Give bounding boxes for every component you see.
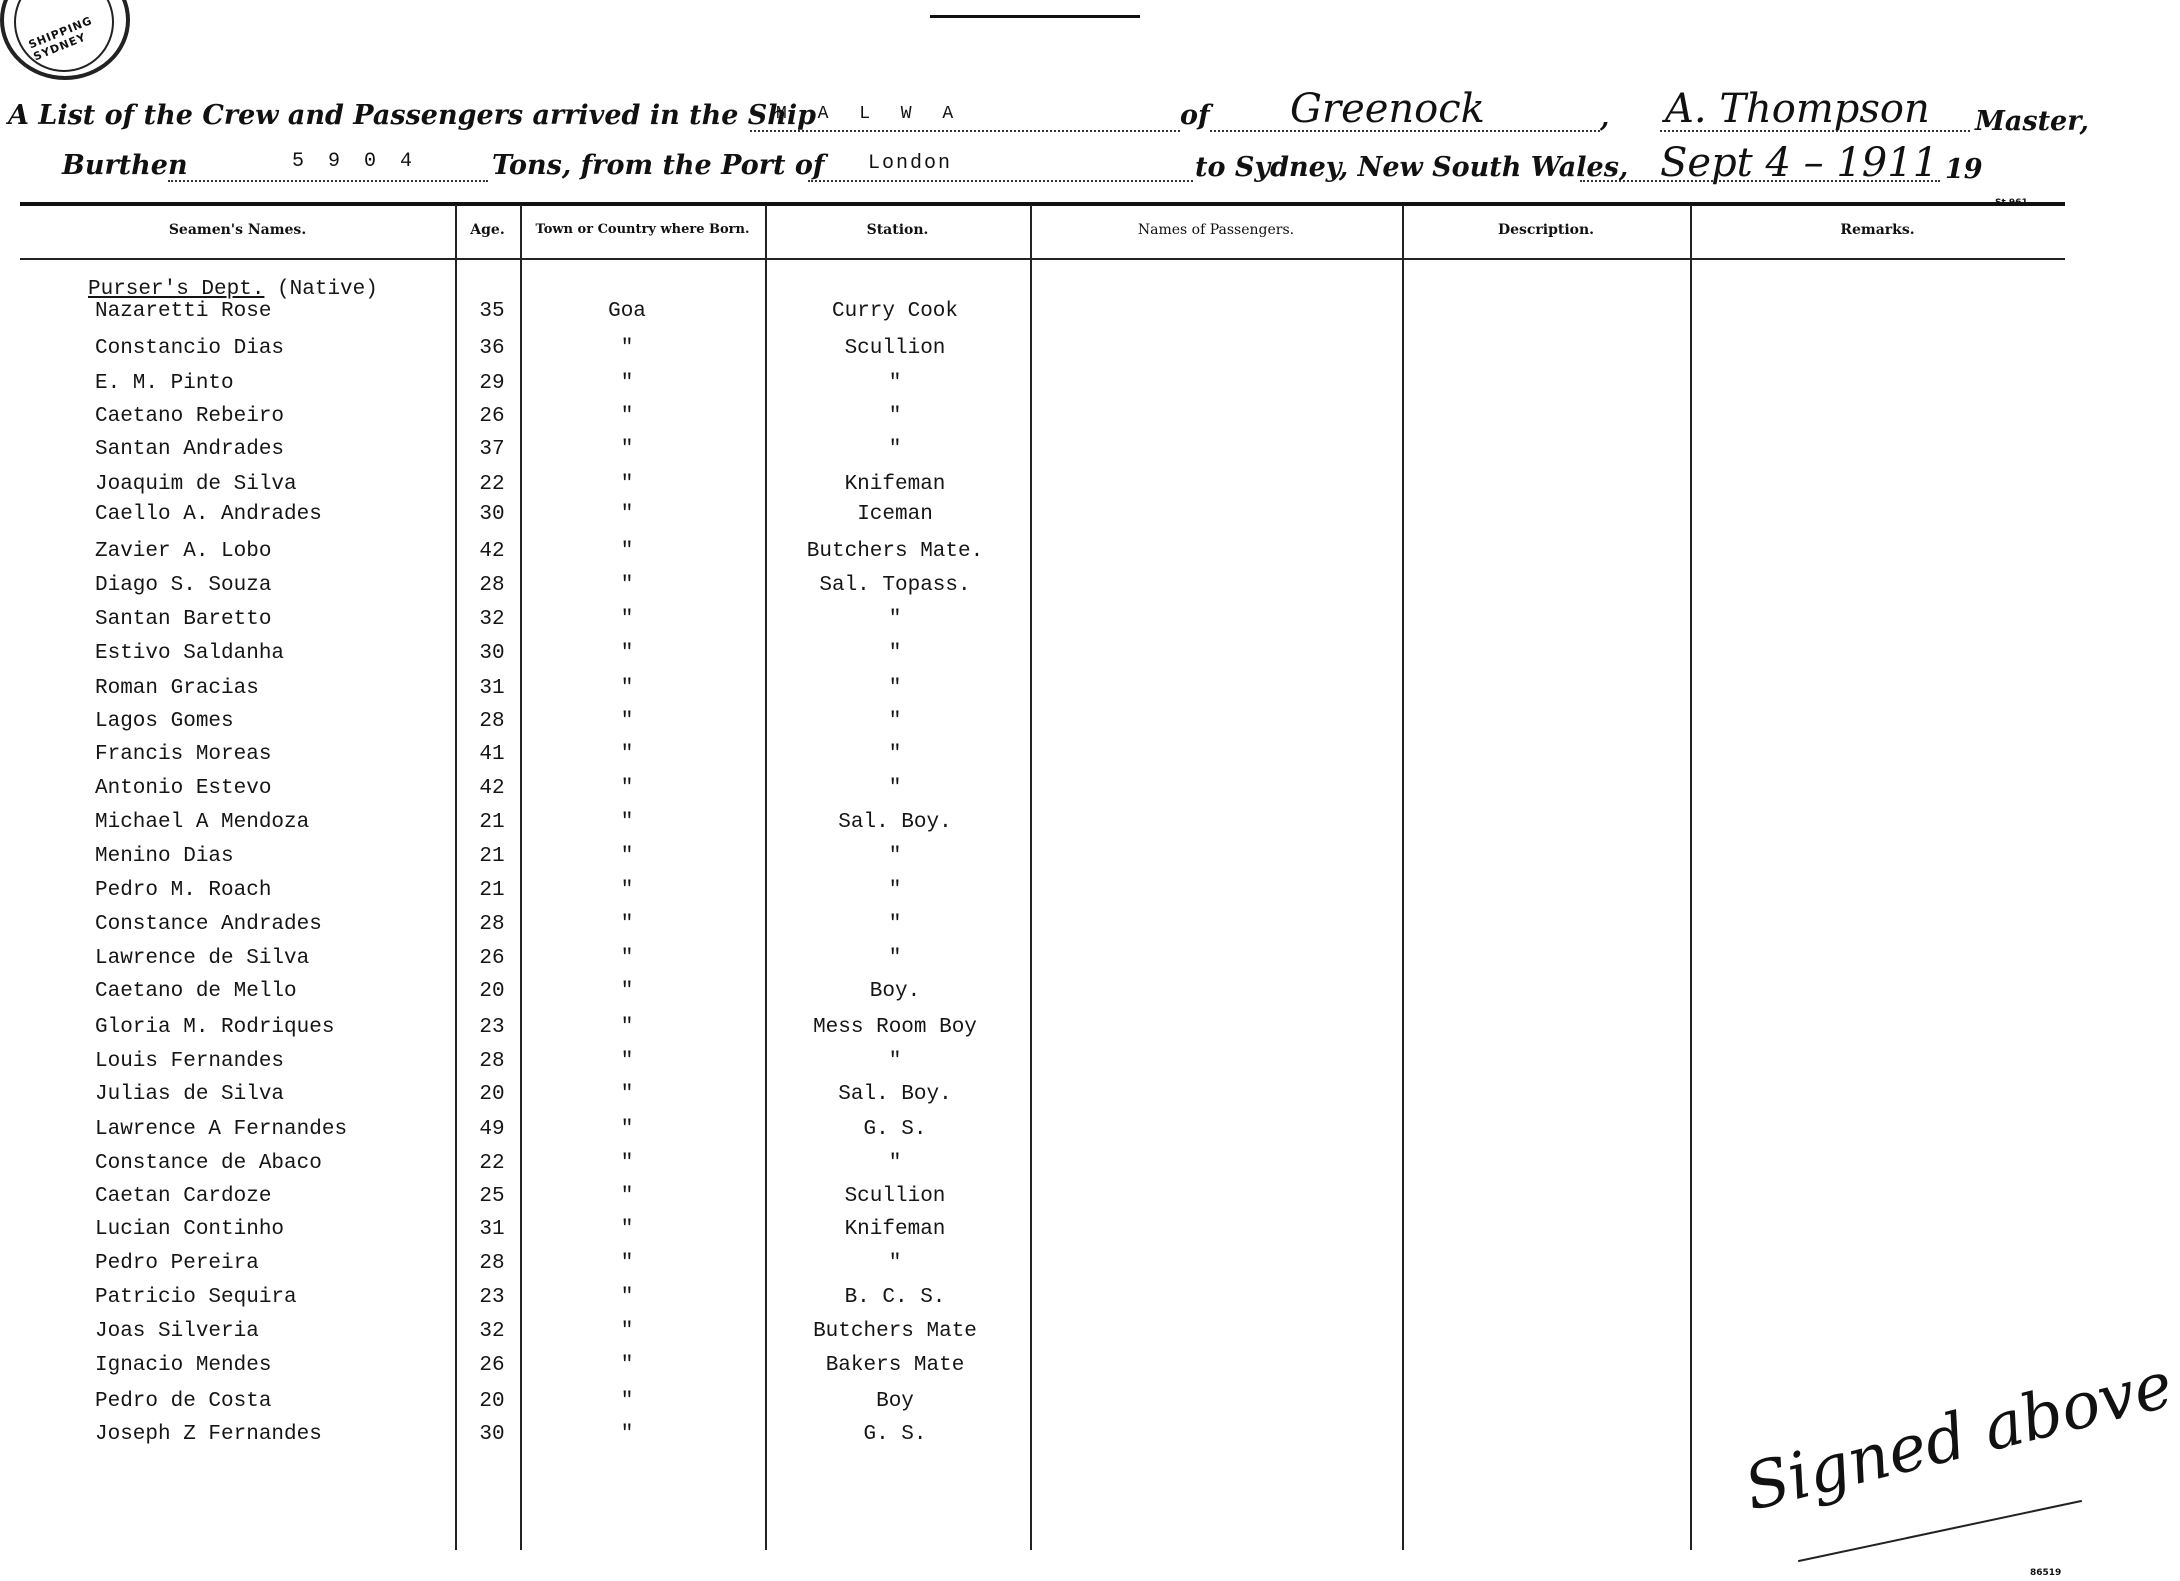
crew-name: Joaquim de Silva bbox=[95, 473, 297, 496]
crew-row bbox=[0, 1252, 2085, 1282]
crew-name: Ignacio Mendes bbox=[95, 1354, 272, 1377]
crew-birthplace: " bbox=[620, 337, 634, 360]
crew-birthplace: " bbox=[620, 777, 634, 800]
crew-birthplace: " bbox=[620, 980, 634, 1003]
crew-birthplace: " bbox=[620, 811, 634, 834]
crew-station: G. S. bbox=[863, 1118, 927, 1141]
crew-birthplace: " bbox=[620, 1286, 634, 1309]
crew-name: Diago S. Souza bbox=[95, 574, 272, 597]
signature-underline bbox=[1798, 1500, 2082, 1562]
crew-name: Constance Andrades bbox=[95, 913, 322, 936]
crew-station: " bbox=[888, 405, 902, 428]
crew-age: 21 bbox=[479, 811, 505, 834]
crew-age: 20 bbox=[479, 1083, 505, 1106]
crew-birthplace: " bbox=[620, 710, 634, 733]
crew-station: " bbox=[888, 1152, 902, 1175]
col-age: Age. bbox=[470, 222, 505, 238]
crew-row bbox=[0, 540, 2085, 570]
crew-row bbox=[0, 1016, 2085, 1046]
crew-age: 26 bbox=[479, 405, 505, 428]
crew-birthplace: " bbox=[620, 879, 634, 902]
crew-name: Santan Andrades bbox=[95, 438, 285, 461]
crew-birthplace: " bbox=[620, 372, 634, 395]
crew-row bbox=[0, 574, 2085, 604]
crew-name: Antonio Estevo bbox=[95, 777, 272, 800]
crew-row bbox=[0, 503, 2085, 533]
col-passengers: Names of Passengers. bbox=[1137, 222, 1295, 238]
crew-birthplace: " bbox=[620, 405, 634, 428]
crew-age: 26 bbox=[479, 947, 505, 970]
crew-row bbox=[0, 1320, 2085, 1350]
crew-name: Pedro de Costa bbox=[95, 1390, 272, 1413]
crew-name: E. M. Pinto bbox=[95, 372, 234, 395]
crew-name: Roman Gracias bbox=[95, 677, 259, 700]
crew-row bbox=[0, 811, 2085, 841]
footer-code: 86519 bbox=[2030, 1568, 2062, 1578]
from-port-fill-line bbox=[808, 150, 1193, 182]
crew-age: 28 bbox=[479, 710, 505, 733]
crew-station: Knifeman bbox=[844, 1218, 946, 1241]
crew-name: Pedro Pereira bbox=[95, 1252, 259, 1275]
crew-age: 30 bbox=[479, 642, 505, 665]
crew-row bbox=[0, 405, 2085, 435]
crew-station: Knifeman bbox=[844, 473, 946, 496]
crew-station: Butchers Mate bbox=[813, 1320, 977, 1343]
crew-name: Caetano de Mello bbox=[95, 980, 297, 1003]
crew-birthplace: " bbox=[620, 1423, 634, 1446]
crew-name: Menino Dias bbox=[95, 845, 234, 868]
crew-station: Scullion bbox=[844, 1185, 946, 1208]
crew-name: Caetan Cardoze bbox=[95, 1185, 272, 1208]
crew-age: 32 bbox=[479, 608, 505, 631]
crew-row bbox=[0, 1286, 2085, 1316]
crew-name: Lucian Continho bbox=[95, 1218, 285, 1241]
crew-station: G. S. bbox=[863, 1423, 927, 1446]
crew-name: Joseph Z Fernandes bbox=[95, 1423, 322, 1446]
crew-row bbox=[0, 608, 2085, 638]
crew-birthplace: " bbox=[620, 677, 634, 700]
crew-birthplace: " bbox=[620, 743, 634, 766]
crew-row bbox=[0, 743, 2085, 773]
crew-birthplace: " bbox=[620, 913, 634, 936]
crew-station: Bakers Mate bbox=[825, 1354, 965, 1377]
crew-station: " bbox=[888, 879, 902, 902]
col-seamen-names: Seamen's Names. bbox=[168, 222, 307, 238]
crew-birthplace: " bbox=[620, 1218, 634, 1241]
crew-age: 31 bbox=[479, 1218, 505, 1241]
crew-age: 21 bbox=[479, 879, 505, 902]
crew-age: 42 bbox=[479, 777, 505, 800]
crew-birthplace: " bbox=[620, 1152, 634, 1175]
crew-birthplace: " bbox=[620, 642, 634, 665]
master-name: A. Thompson bbox=[1665, 86, 1930, 132]
crew-name: Julias de Silva bbox=[95, 1083, 285, 1106]
crew-station: Butchers Mate. bbox=[806, 540, 984, 563]
top-rule bbox=[930, 15, 1140, 18]
crew-age: 30 bbox=[479, 1423, 505, 1446]
crew-name: Lagos Gomes bbox=[95, 710, 234, 733]
title-prefix: A List of the Crew and Passengers arrived in the Ship bbox=[8, 100, 817, 131]
burthen-label: Burthen bbox=[62, 150, 188, 181]
crew-row bbox=[0, 980, 2085, 1010]
crew-station: Sal. Boy. bbox=[838, 1083, 952, 1106]
signature: Signed above bbox=[1737, 1348, 2180, 1526]
crew-row bbox=[0, 1152, 2085, 1182]
crew-name: Constance de Abaco bbox=[95, 1152, 322, 1175]
from-port-value: London bbox=[868, 152, 953, 175]
crew-row bbox=[0, 1354, 2085, 1384]
crew-name: Patricio Sequira bbox=[95, 1286, 297, 1309]
crew-name: Pedro M. Roach bbox=[95, 879, 272, 902]
tons-value: 5 9 0 4 bbox=[292, 150, 419, 173]
crew-age: 31 bbox=[479, 677, 505, 700]
crew-station: " bbox=[888, 677, 902, 700]
col-remarks: Remarks. bbox=[1840, 222, 1915, 238]
crew-age: 41 bbox=[479, 743, 505, 766]
crew-station: Mess Room Boy bbox=[813, 1016, 977, 1039]
year-suffix: 19 bbox=[1945, 154, 1983, 185]
crew-birthplace: " bbox=[620, 1354, 634, 1377]
crew-name: Caetano Rebeiro bbox=[95, 405, 285, 428]
crew-name: Michael A Mendoza bbox=[95, 811, 310, 834]
ship-name: M A L W A bbox=[776, 104, 964, 124]
crew-age: 23 bbox=[479, 1286, 505, 1309]
crew-row bbox=[0, 879, 2085, 909]
crew-station: Curry Cook bbox=[831, 300, 959, 323]
crew-age: 26 bbox=[479, 1354, 505, 1377]
crew-station: " bbox=[888, 372, 902, 395]
crew-row bbox=[0, 1118, 2085, 1148]
crew-name: Estivo Saldanha bbox=[95, 642, 285, 665]
crew-station: " bbox=[888, 1252, 902, 1275]
col-birthplace: Town or Country where Born. bbox=[535, 222, 750, 237]
crew-station: " bbox=[888, 608, 902, 631]
crew-station: Boy bbox=[876, 1390, 914, 1413]
crew-name: Gloria M. Rodriques bbox=[95, 1016, 335, 1039]
crew-birthplace: " bbox=[620, 473, 634, 496]
crew-age: 36 bbox=[479, 337, 505, 360]
crew-station: Sal. Boy. bbox=[838, 811, 952, 834]
crew-age: 30 bbox=[479, 503, 505, 526]
crew-row bbox=[0, 1185, 2085, 1215]
crew-station: " bbox=[888, 642, 902, 665]
crew-row bbox=[0, 473, 2085, 503]
col-station: Station. bbox=[866, 222, 929, 238]
crew-birthplace: " bbox=[620, 1083, 634, 1106]
table-top-rule bbox=[20, 202, 2065, 206]
crew-birthplace: " bbox=[620, 1390, 634, 1413]
crew-row bbox=[0, 913, 2085, 943]
crew-name: Caello A. Andrades bbox=[95, 503, 322, 526]
crew-row bbox=[0, 845, 2085, 875]
crew-row bbox=[0, 947, 2085, 977]
department-title: Purser's Dept. bbox=[88, 278, 265, 301]
crew-age: 21 bbox=[479, 845, 505, 868]
comma: , bbox=[1600, 102, 1610, 133]
crew-birthplace: " bbox=[620, 503, 634, 526]
col-description: Description. bbox=[1497, 222, 1595, 238]
crew-name: Francis Moreas bbox=[95, 743, 272, 766]
crew-station: " bbox=[888, 710, 902, 733]
crew-name: Joas Silveria bbox=[95, 1320, 259, 1343]
crew-age: 28 bbox=[479, 1050, 505, 1073]
crew-name: Santan Baretto bbox=[95, 608, 272, 631]
crew-birthplace: " bbox=[620, 438, 634, 461]
crew-age: 23 bbox=[479, 1016, 505, 1039]
crew-row bbox=[0, 777, 2085, 807]
crew-birthplace: " bbox=[620, 608, 634, 631]
destination-label: to Sydney, New South Wales, bbox=[1195, 152, 1629, 183]
crew-station: " bbox=[888, 438, 902, 461]
crew-row bbox=[0, 677, 2085, 707]
crew-station: Iceman bbox=[857, 503, 933, 526]
crew-row bbox=[0, 1083, 2085, 1113]
crew-birthplace: Goa bbox=[608, 300, 646, 323]
crew-name: Nazaretti Rose bbox=[95, 300, 272, 323]
crew-row bbox=[0, 1390, 2085, 1420]
from-port-label: Tons, from the Port of bbox=[492, 150, 825, 181]
shipping-office-stamp bbox=[0, 0, 130, 80]
crew-row bbox=[0, 372, 2085, 402]
table-header-rule bbox=[20, 258, 2065, 260]
crew-station: " bbox=[888, 777, 902, 800]
crew-name: Lawrence de Silva bbox=[95, 947, 310, 970]
crew-birthplace: " bbox=[620, 947, 634, 970]
crew-station: Sal. Topass. bbox=[819, 574, 971, 597]
crew-station: B. C. S. bbox=[844, 1286, 946, 1309]
crew-birthplace: " bbox=[620, 1252, 634, 1275]
crew-age: 28 bbox=[479, 574, 505, 597]
crew-row bbox=[0, 1050, 2085, 1080]
crew-station: " bbox=[888, 743, 902, 766]
crew-age: 32 bbox=[479, 1320, 505, 1343]
crew-station: " bbox=[888, 913, 902, 936]
stamp-text: SHIPPING SYDNEY bbox=[26, 13, 95, 64]
crew-age: 42 bbox=[479, 540, 505, 563]
crew-station: " bbox=[888, 1050, 902, 1073]
crew-age: 22 bbox=[479, 1152, 505, 1175]
crew-age: 49 bbox=[479, 1118, 505, 1141]
crew-birthplace: " bbox=[620, 1016, 634, 1039]
crew-age: 20 bbox=[479, 980, 505, 1003]
crew-row bbox=[0, 300, 2085, 330]
crew-age: 20 bbox=[479, 1390, 505, 1413]
crew-row bbox=[0, 1218, 2085, 1248]
crew-age: 35 bbox=[479, 300, 505, 323]
crew-birthplace: " bbox=[620, 1050, 634, 1073]
crew-name: Constancio Dias bbox=[95, 337, 285, 360]
crew-age: 25 bbox=[479, 1185, 505, 1208]
crew-name: Louis Fernandes bbox=[95, 1050, 285, 1073]
arrival-date: Sept 4 – 1911 bbox=[1660, 140, 1939, 186]
department-heading bbox=[88, 278, 378, 301]
crew-row bbox=[0, 642, 2085, 672]
crew-row bbox=[0, 710, 2085, 740]
crew-age: 22 bbox=[479, 473, 505, 496]
crew-station: Scullion bbox=[844, 337, 946, 360]
crew-birthplace: " bbox=[620, 1118, 634, 1141]
crew-birthplace: " bbox=[620, 1320, 634, 1343]
crew-station: Boy. bbox=[869, 980, 921, 1003]
crew-age: 29 bbox=[479, 372, 505, 395]
crew-name: Zavier A. Lobo bbox=[95, 540, 272, 563]
crew-age: 37 bbox=[479, 438, 505, 461]
crew-birthplace: " bbox=[620, 540, 634, 563]
crew-row bbox=[0, 337, 2085, 367]
crew-name: Lawrence A Fernandes bbox=[95, 1118, 348, 1141]
crew-birthplace: " bbox=[620, 1185, 634, 1208]
crew-station: " bbox=[888, 845, 902, 868]
crew-age: 28 bbox=[479, 1252, 505, 1275]
of-label: of bbox=[1180, 100, 1210, 131]
port-of-registry: Greenock bbox=[1290, 86, 1485, 132]
crew-station: " bbox=[888, 947, 902, 970]
department-note: (Native) bbox=[277, 278, 378, 301]
master-label: Master, bbox=[1975, 106, 2089, 137]
crew-age: 28 bbox=[479, 913, 505, 936]
crew-birthplace: " bbox=[620, 845, 634, 868]
crew-row bbox=[0, 438, 2085, 468]
crew-birthplace: " bbox=[620, 574, 634, 597]
